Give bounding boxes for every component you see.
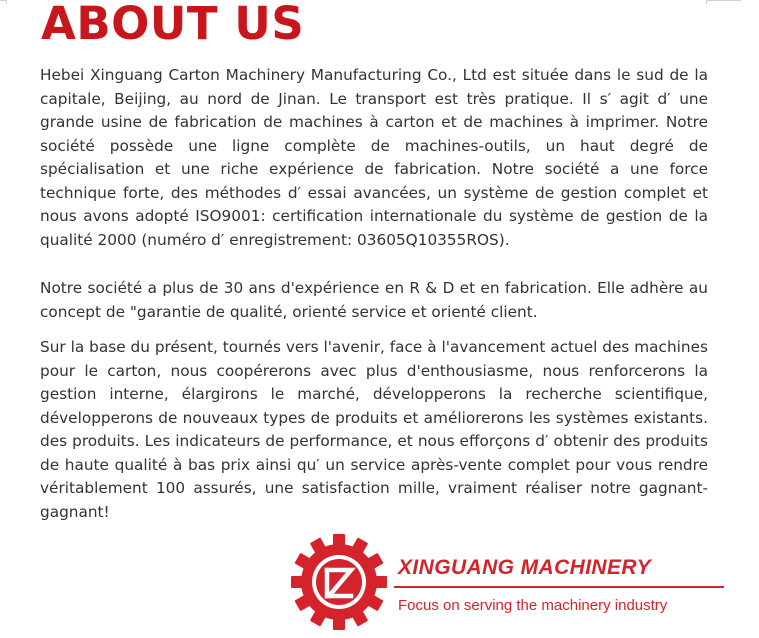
- corner-mark-right: [706, 0, 741, 4]
- about-paragraph-2: Notre société a plus de 30 ans d'expérience en R & D et en fabrication. Elle adhère au concept de "garantie de qualité, orienté service et orienté client.: [40, 279, 708, 321]
- about-paragraph-3: Sur la base du présent, tournés vers l'avenir, face à l'avancement actuel des machines pour le carton, nous coopérerons avec plus d'enthousiasme, nous renforcerons la gestion interne, élargirons le marché, développerons la recherche scientifique, développerons de nouveaux types de produits et améliorerons les systèmes existants. des produits. Les indicateurs de performance, et nous efforçons d′ obtenir des produits de haute qualité à bas prix ainsi qu′ un service après-vente complet pour vous rendre véritablement 100 assurés, une satisfaction mille, vraiment réaliser notre gagnant-gagnant!: [40, 338, 708, 521]
- gear-logo-icon: [289, 532, 389, 632]
- brand-divider: [394, 586, 724, 588]
- brand-name: XINGUANG MACHINERY: [398, 556, 651, 579]
- brand-tagline: Focus on serving the machinery industry: [398, 597, 668, 614]
- corner-mark-left: [0, 0, 7, 4]
- about-paragraph-1: Hebei Xinguang Carton Machinery Manufacturing Co., Ltd est située dans le sud de la capitale, Beijing, au nord de Jinan. Le transport est très pratique. Il s′ agit d′ une grande usine de fabrication de machines à carton et de machines à imprimer. Notre société possède une ligne complète de machines-outils, un haut degré de spécialisation et une riche expérience de fabrication. Notre société a une force technique forte, des méthodes d′ essai avancées, un système de gestion complet et nous avons adopté ISO9001: certification internationale du système de gestion de la qualité 2000 (numéro d′ enregistrement: 03605Q10355ROS).: [40, 66, 708, 249]
- page-title: ABOUT US: [41, 0, 305, 50]
